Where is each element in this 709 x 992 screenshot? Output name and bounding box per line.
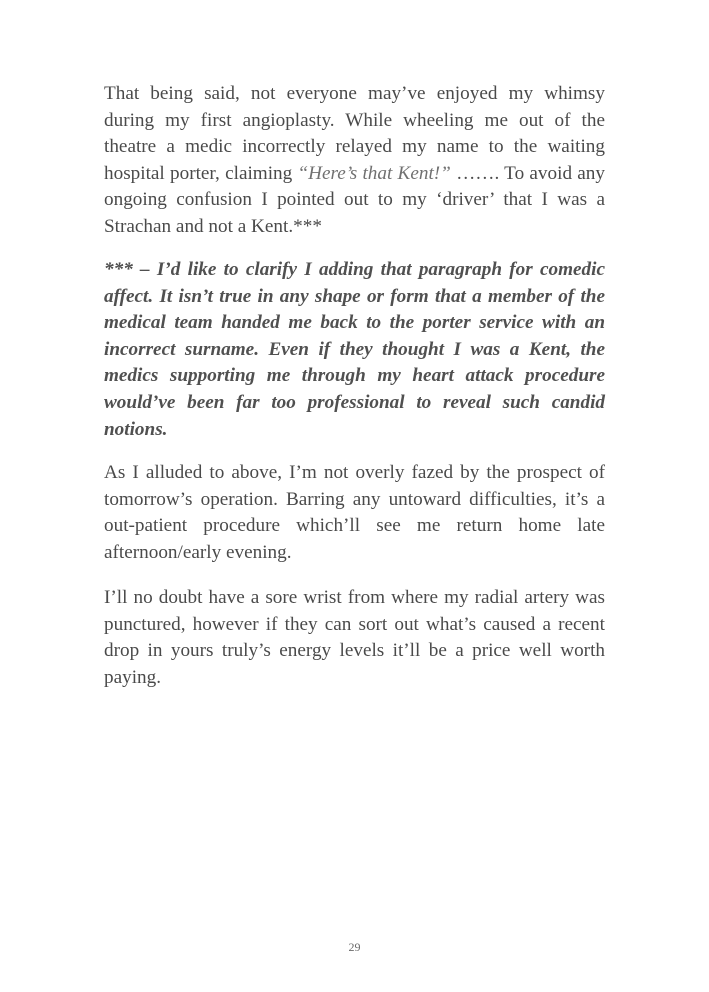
paragraph-clarification-note: *** – I’d like to clarify I adding that paragraph for comedic affect. It isn’t true in any shape or form that a member of the medical team handed me back to the porter service with an incorrect surname. Even if they thought I was a Kent, the medics supporting me through my heart attack procedure would’ve been far too professional to reveal such candid notions. <box>104 259 605 440</box>
quoted-remark: “Here’s that Kent!” <box>297 162 451 184</box>
paragraph-operation-outlook: As I alluded to above, I’m not overly fazed by the prospect of tomorrow’s operation. Barring any untoward difficulties, it’s a out-patient procedure which’ll see me return home late afternoon/early evening. <box>104 462 605 563</box>
paragraph-text: That being said, not everyone may’ve enjoyed my whimsy during my first angioplasty. While wheeling me out of the theatre a medic incorrectly relayed my name to the waiting hospital porter, claiming <box>104 83 605 184</box>
paragraph-text: ……. To avoid any ongoing confusion I pointed out to my ‘driver’ that I was a Strachan and not a Kent.*** <box>104 162 605 237</box>
paragraph-angioplasty-whimsy <box>104 81 605 241</box>
paragraph-sore-wrist: I’ll no doubt have a sore wrist from where my radial artery was punctured, however if they can sort out what’s caused a recent drop in yours truly’s energy levels it’ll be a price well worth paying. <box>104 587 605 688</box>
page-number: 29 <box>348 940 361 954</box>
